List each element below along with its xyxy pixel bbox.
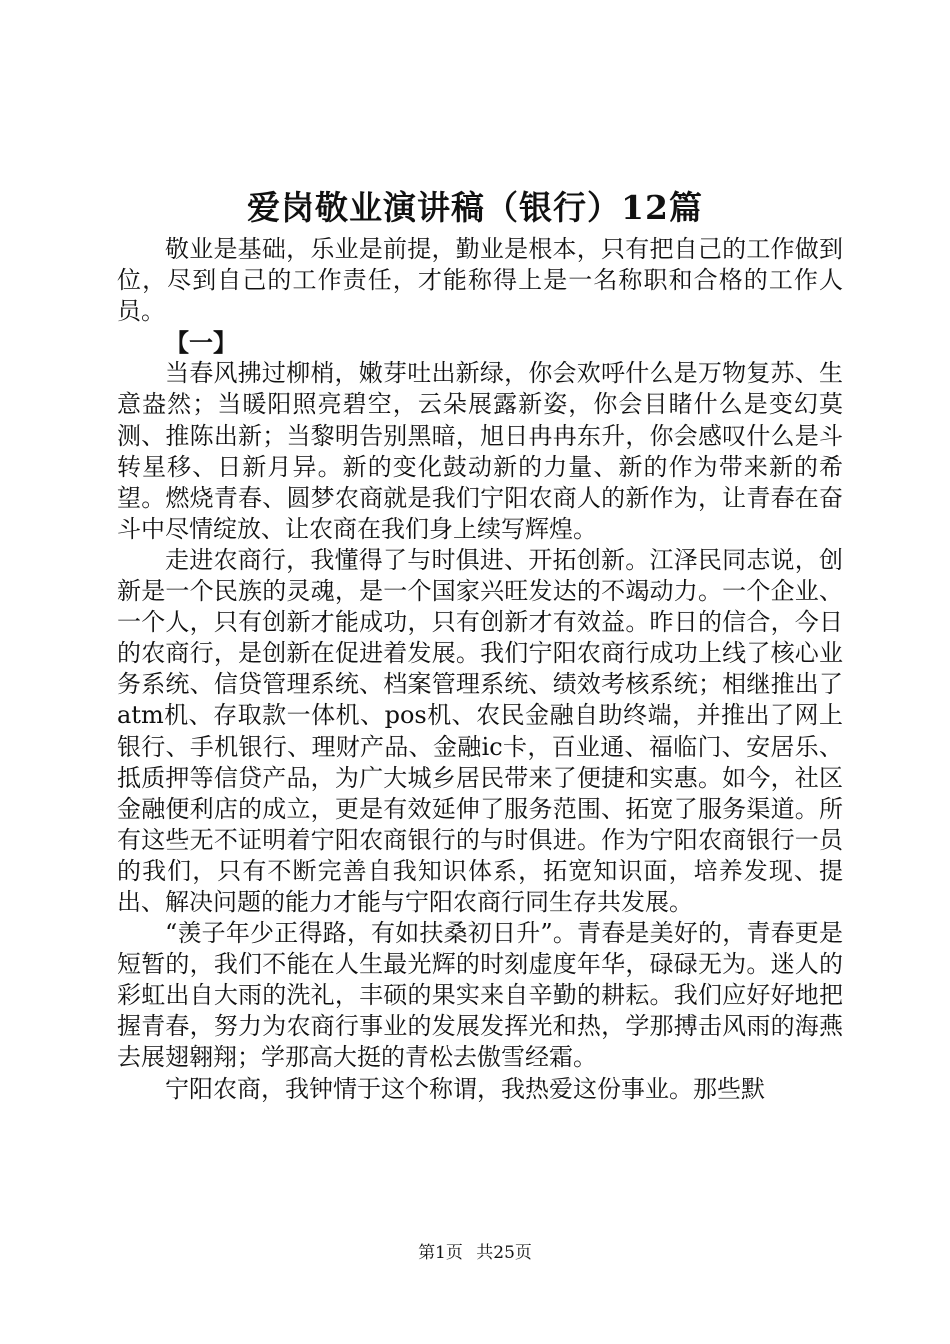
body-paragraph: “羡子年少正得路，有如扶桑初日升”。青春是美好的，青春更是短暂的，我们不能在人生最光辉的时刻虚度年华，碌碌无为。迷人的彩虹出自大雨的洗礼，丰硕的果实来自辛勤的耕耘。我们应好好地把握青春，努力为农商行事业的发展发挥光和热，学那搏击风雨的海燕去展翅翱翔；学那高大挺的青松去傲雪经霜。: [117, 919, 843, 1072]
body-paragraph: 宁阳农商，我钟情于这个称谓，我热爱这份事业。那些默: [165, 1074, 765, 1103]
page-total: 共25页: [476, 1243, 532, 1263]
document-title: 爱岗敬业演讲稿（银行）12篇: [247, 188, 703, 227]
section-heading-one: 【一】: [165, 328, 237, 358]
document-body: [117, 234, 843, 1105]
body-paragraph: 当春风拂过柳梢，嫩芽吐出新绿，你会欢呼什么是万物复苏、生意盎然；当暖阳照亮碧空，云朵展露新姿，你会目睹什么是变幻莫测、推陈出新；当黎明告别黑暗，旭日冉冉东升，你会感叹什么是斗转星移、日新月异。新的变化鼓动新的力量、新的作为带来新的希望。燃烧青春、圆梦农商就是我们宁阳农商人的新作为，让青春在奋斗中尽情绽放、让农商在我们身上续写辉煌。: [117, 359, 843, 543]
page-number: 第1页: [418, 1243, 463, 1263]
page-footer: [0, 1241, 950, 1265]
body-paragraph: 走进农商行，我懂得了与时俱进、开拓创新。江泽民同志说，创新是一个民族的灵魂，是一个国家兴旺发达的不竭动力。一个企业、一个人，只有创新才能成功，只有创新才有效益。昨日的信合，今日的农商行，是创新在促进着发展。我们宁阳农商行成功上线了核心业务系统、信贷管理系统、档案管理系统、绩效考核系统；相继推出了atm机、存取款一体机、pos机、农民金融自助终端，并推出了网上银行、手机银行、理财产品、金融ic卡，百业通、福临门、安居乐、抵质押等信贷产品，为广大城乡居民带来了便捷和实惠。如今，社区金融便利店的成立，更是有效延伸了服务范围、拓宽了服务渠道。所有这些无不证明着宁阳农商银行的与时俱进。作为宁阳农商银行一员的我们，只有不断完善自我知识体系，拓宽知识面，培养发现、提出、解决问题的能力才能与宁阳农商行同生存共发展。: [117, 545, 843, 916]
body-paragraph-intro: 敬业是基础，乐业是前提，勤业是根本，只有把自己的工作做到位，尽到自己的工作责任，才能称得上是一名称职和合格的工作人员。: [117, 235, 843, 326]
